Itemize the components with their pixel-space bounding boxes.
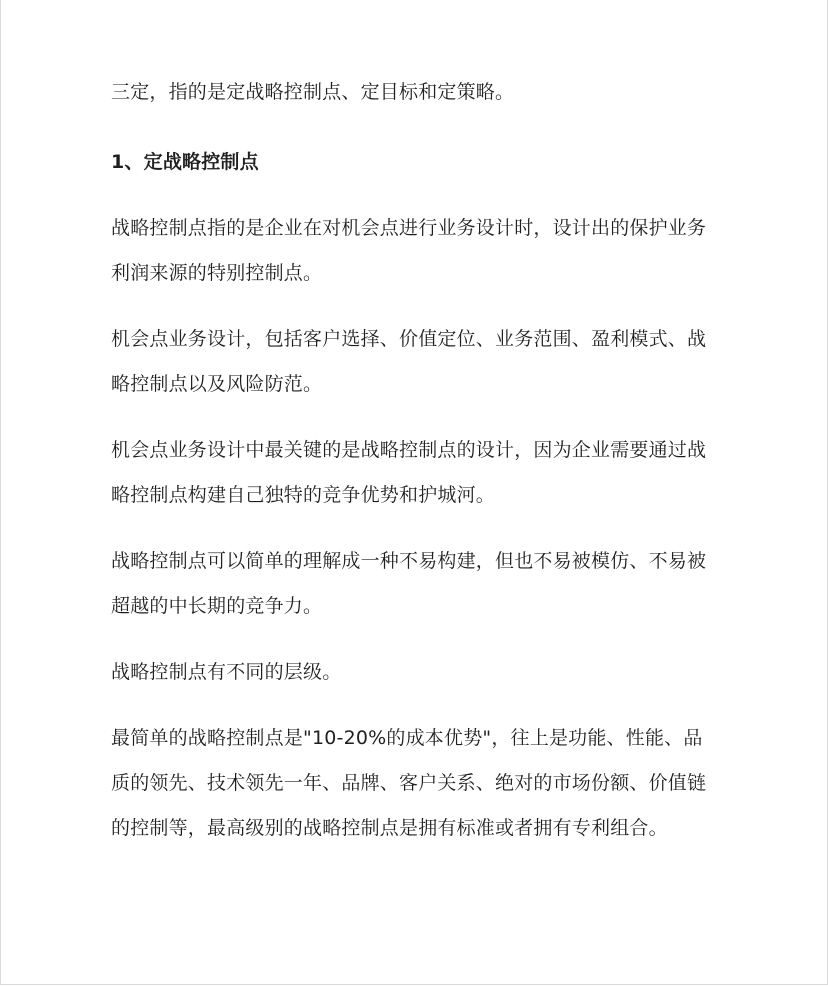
paragraph-key-design: 机会点业务设计中最关键的是战略控制点的设计，因为企业需要通过战略控制点构建自己独特的竞争优势和护城河。 [111, 439, 707, 506]
paragraph-understanding: 战略控制点可以简单的理解成一种不易构建，但也不易被模仿、不易被超越的中长期的竞争力。 [111, 550, 707, 617]
paragraph-examples: 最简单的战略控制点是"10-20%的成本优势"，往上是功能、性能、品质的领先、技术领先一年、品牌、客户关系、绝对的市场份额、价值链的控制等，最高级别的战略控制点是拥有标准或者拥有专利组合。 [111, 727, 707, 839]
paragraph-levels: 战略控制点有不同的层级。 [111, 661, 342, 683]
intro-paragraph: 三定，指的是定战略控制点、定目标和定策略。 [111, 81, 515, 103]
paragraph-business-design: 机会点业务设计，包括客户选择、价值定位、业务范围、盈利模式、战略控制点以及风险防范。 [111, 328, 707, 395]
section-heading: 1、定战略控制点 [111, 151, 259, 173]
paragraph-definition: 战略控制点指的是企业在对机会点进行业务设计时，设计出的保护业务利润来源的特别控制点。 [111, 217, 707, 284]
document-body [111, 70, 721, 872]
